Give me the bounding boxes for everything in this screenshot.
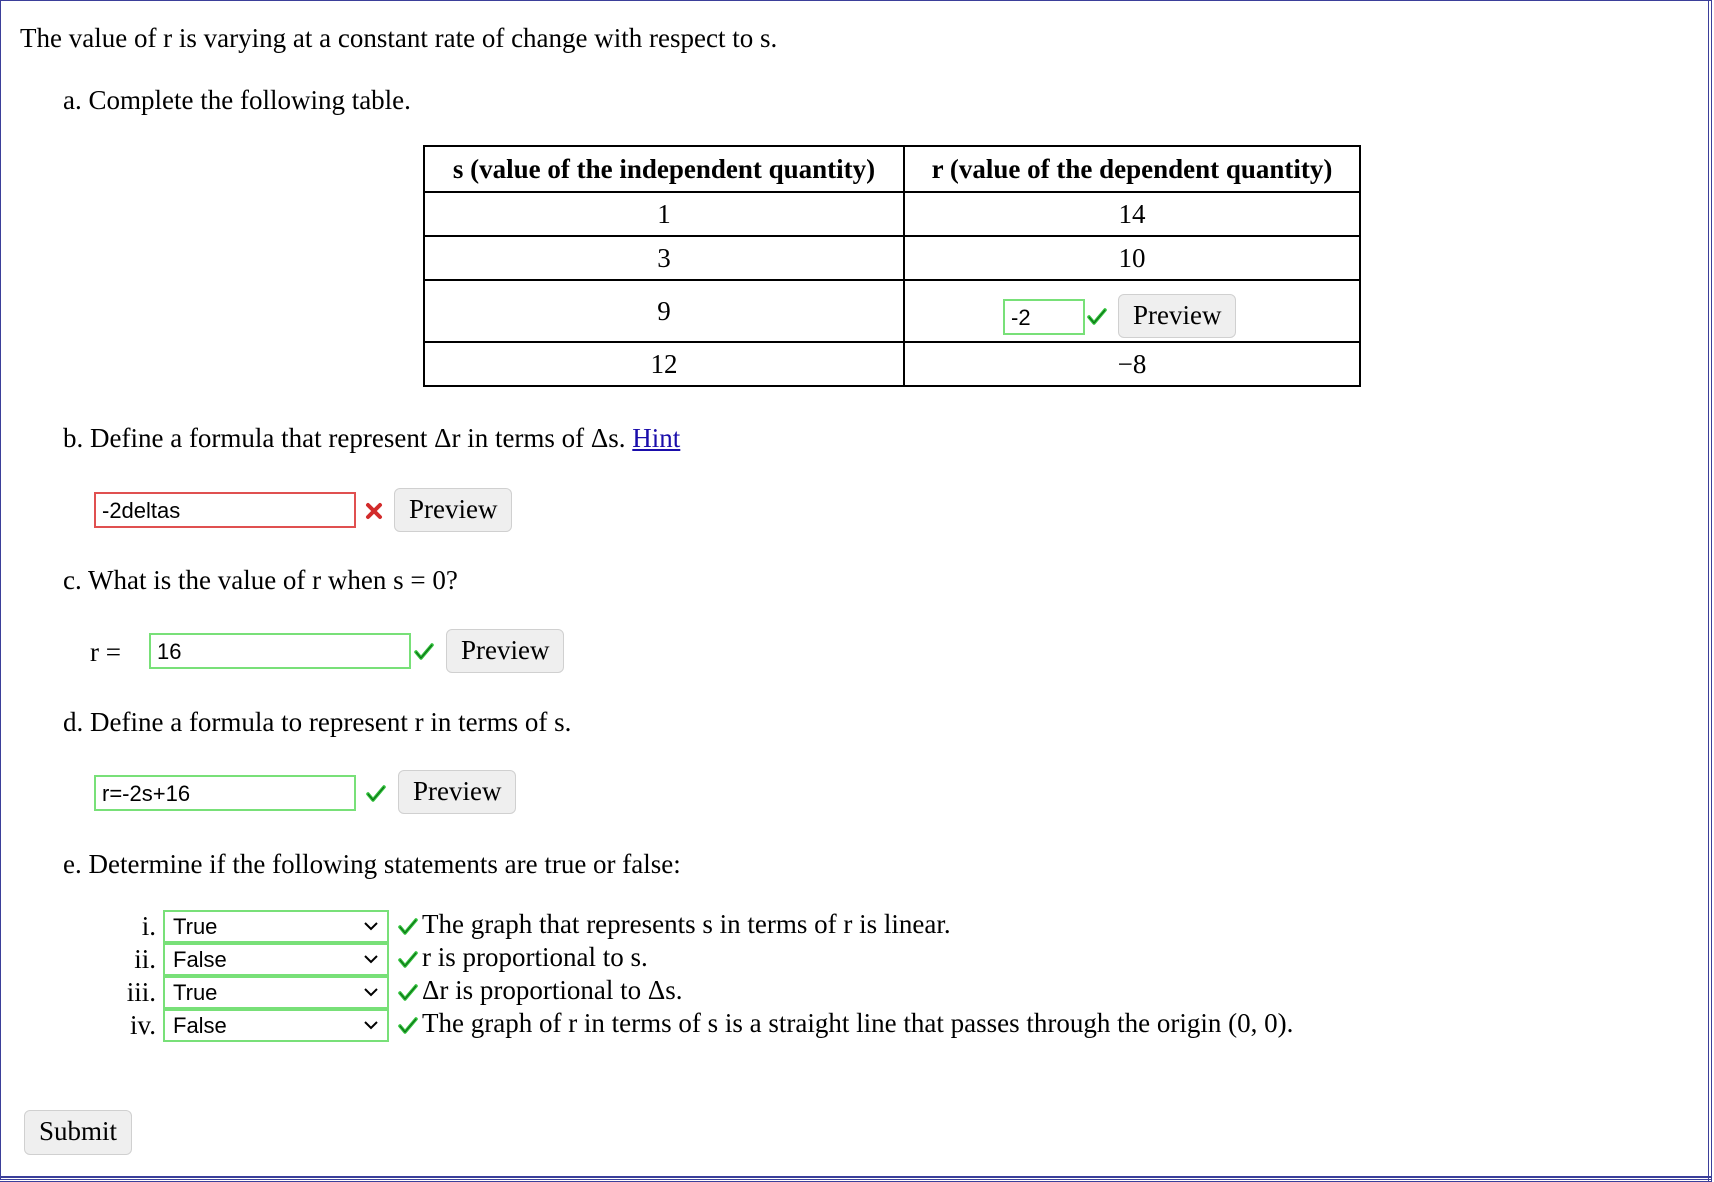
frame-right-border — [1708, 0, 1712, 1182]
chevron-down-icon — [363, 985, 379, 999]
hint-link[interactable]: Hint — [632, 423, 681, 453]
statement-numeral: iii. — [126, 977, 156, 1007]
delta-formula-input[interactable]: -2deltas — [94, 492, 356, 528]
r-formula-input[interactable]: r=-2s+16 — [94, 775, 356, 811]
chevron-down-icon — [363, 919, 379, 933]
statement-numeral: iv. — [130, 1010, 156, 1040]
check-icon — [398, 918, 418, 936]
select-value: True — [173, 980, 218, 1005]
statement-1-text: The graph that represents s in terms of r is linear. — [422, 909, 951, 939]
r-equals-label: r = — [90, 637, 121, 667]
cross-icon — [365, 502, 383, 520]
part-c-preview-button[interactable]: Preview — [446, 629, 564, 673]
table-cell-s: 12 — [424, 342, 904, 386]
chevron-down-icon — [363, 952, 379, 966]
submit-button[interactable]: Submit — [24, 1110, 132, 1155]
table-r-answer-input[interactable]: -2 — [1003, 299, 1085, 335]
table-cell-r: 14 — [904, 192, 1360, 236]
table-cell-s: 1 — [424, 192, 904, 236]
table-row — [424, 192, 1360, 236]
statement-4-select[interactable] — [163, 1009, 389, 1042]
statement-2-select[interactable] — [163, 943, 389, 976]
part-d-prompt: d. Define a formula to represent r in terms of s. — [63, 707, 572, 737]
select-value: True — [173, 914, 218, 939]
part-a-prompt: a. Complete the following table. — [63, 85, 411, 115]
table-row — [424, 342, 1360, 386]
statement-numeral: i. — [141, 911, 156, 941]
part-b-prompt — [63, 422, 680, 454]
table-cell-r: 10 — [904, 236, 1360, 280]
statement-numeral: ii. — [134, 944, 156, 974]
check-icon — [398, 984, 418, 1002]
select-value: False — [173, 1013, 227, 1038]
select-value: False — [173, 947, 227, 972]
table-cell-s: 3 — [424, 236, 904, 280]
part-b-prompt-text: b. Define a formula that represent Δr in terms of Δs. — [63, 423, 626, 453]
table-cell-r: −8 — [904, 342, 1360, 386]
value-table — [423, 145, 1361, 387]
check-icon — [414, 643, 434, 661]
table-row — [424, 236, 1360, 280]
part-e-prompt: e. Determine if the following statements are true or false: — [63, 849, 681, 879]
part-b-preview-button[interactable]: Preview — [394, 488, 512, 532]
statement-2-text: r is proportional to s. — [422, 942, 648, 972]
statement-3-text: Δr is proportional to Δs. — [422, 975, 683, 1005]
check-icon — [398, 951, 418, 969]
table-cell-s: 9 — [424, 280, 904, 342]
part-c-prompt: c. What is the value of r when s = 0? — [63, 565, 458, 595]
table-header-s: s (value of the independent quantity) — [424, 146, 904, 192]
statement-1-select[interactable] — [163, 910, 389, 943]
statement-4-text: The graph of r in terms of s is a straight line that passes through the origin (0, 0). — [422, 1008, 1294, 1038]
r-at-zero-input[interactable]: 16 — [149, 633, 411, 669]
table-preview-button[interactable]: Preview — [1118, 294, 1236, 338]
statement-3-select[interactable] — [163, 976, 389, 1009]
chevron-down-icon — [363, 1018, 379, 1032]
part-d-preview-button[interactable]: Preview — [398, 770, 516, 814]
problem-intro: The value of r is varying at a constant rate of change with respect to s. — [20, 23, 778, 53]
frame-bottom-border — [0, 1176, 1712, 1182]
check-icon — [398, 1017, 418, 1035]
check-icon — [366, 785, 386, 803]
check-icon — [1087, 308, 1107, 326]
table-header-r: r (value of the dependent quantity) — [904, 146, 1360, 192]
